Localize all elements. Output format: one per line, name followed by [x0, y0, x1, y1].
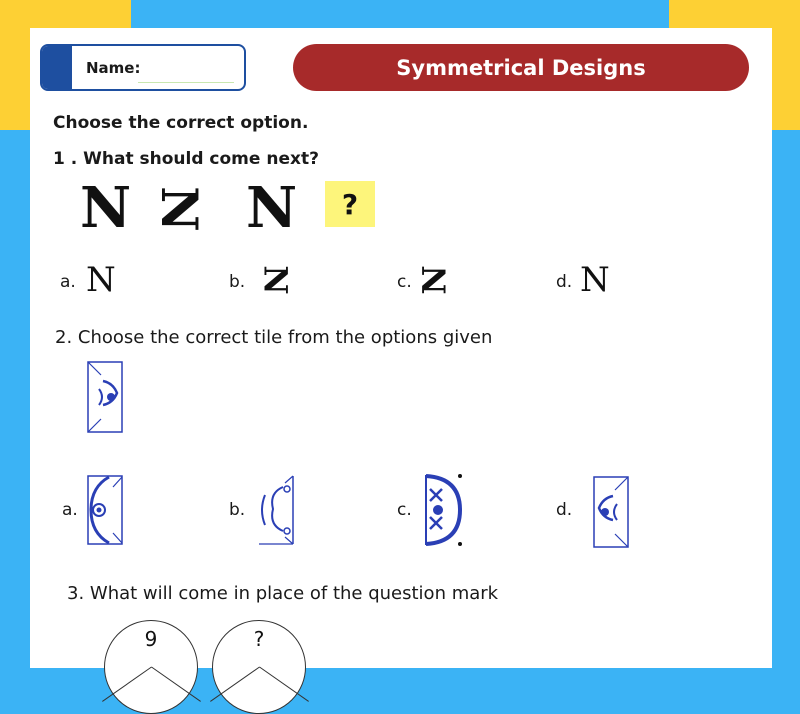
q1-option-d-label[interactable]: d.	[556, 272, 573, 292]
q1-option-a-glyph[interactable]: N	[86, 260, 116, 300]
question-mark-box: ?	[325, 181, 375, 227]
page-title: Symmetrical Designs	[293, 44, 749, 91]
circle-divider	[102, 667, 152, 702]
q1-option-b-label[interactable]: b.	[229, 272, 246, 292]
sequence-item-2: N	[149, 186, 209, 232]
q2-option-a-tile[interactable]	[87, 475, 123, 545]
q2-pattern-tile	[87, 361, 123, 433]
q2-option-c-tile[interactable]	[424, 473, 464, 547]
name-field[interactable]	[40, 44, 246, 91]
q1-option-c-label[interactable]: c.	[397, 272, 412, 292]
name-input-line[interactable]	[138, 82, 234, 83]
q2-option-a-label[interactable]: a.	[62, 500, 78, 520]
q1-option-d-glyph[interactable]: N	[580, 260, 610, 300]
number-circle-2	[212, 620, 306, 714]
q1-option-c-glyph[interactable]: N	[415, 265, 454, 295]
instructions: Choose the correct option.	[53, 113, 309, 133]
question-3: 3. What will come in place of the question mark	[67, 583, 499, 604]
circle-divider	[210, 667, 260, 702]
q1-option-b-glyph[interactable]: N	[256, 265, 295, 295]
q2-option-b-tile[interactable]	[257, 475, 295, 545]
circle-divider	[259, 667, 309, 702]
sequence-item-1: N	[80, 175, 132, 241]
q2-option-b-label[interactable]: b.	[229, 500, 246, 520]
circle-divider	[151, 667, 201, 702]
number-circle-1	[104, 620, 198, 714]
name-label: Name:	[86, 59, 141, 77]
question-1	[53, 149, 319, 169]
question-1-prompt: What should come next?	[83, 149, 319, 169]
sequence-item-3: N	[246, 175, 298, 241]
q2-option-d-label[interactable]: d.	[556, 500, 573, 520]
question-2: 2. Choose the correct tile from the options given	[55, 327, 493, 348]
number-circle-1-value: 9	[144, 627, 158, 651]
number-circle-2-value: ?	[253, 627, 265, 651]
name-field-tab	[42, 46, 72, 89]
q2-option-d-tile[interactable]	[593, 476, 629, 548]
question-1-number: 1 .	[53, 149, 78, 169]
q1-option-a-label[interactable]: a.	[60, 272, 76, 292]
worksheet	[30, 28, 772, 668]
q2-option-c-label[interactable]: c.	[397, 500, 412, 520]
